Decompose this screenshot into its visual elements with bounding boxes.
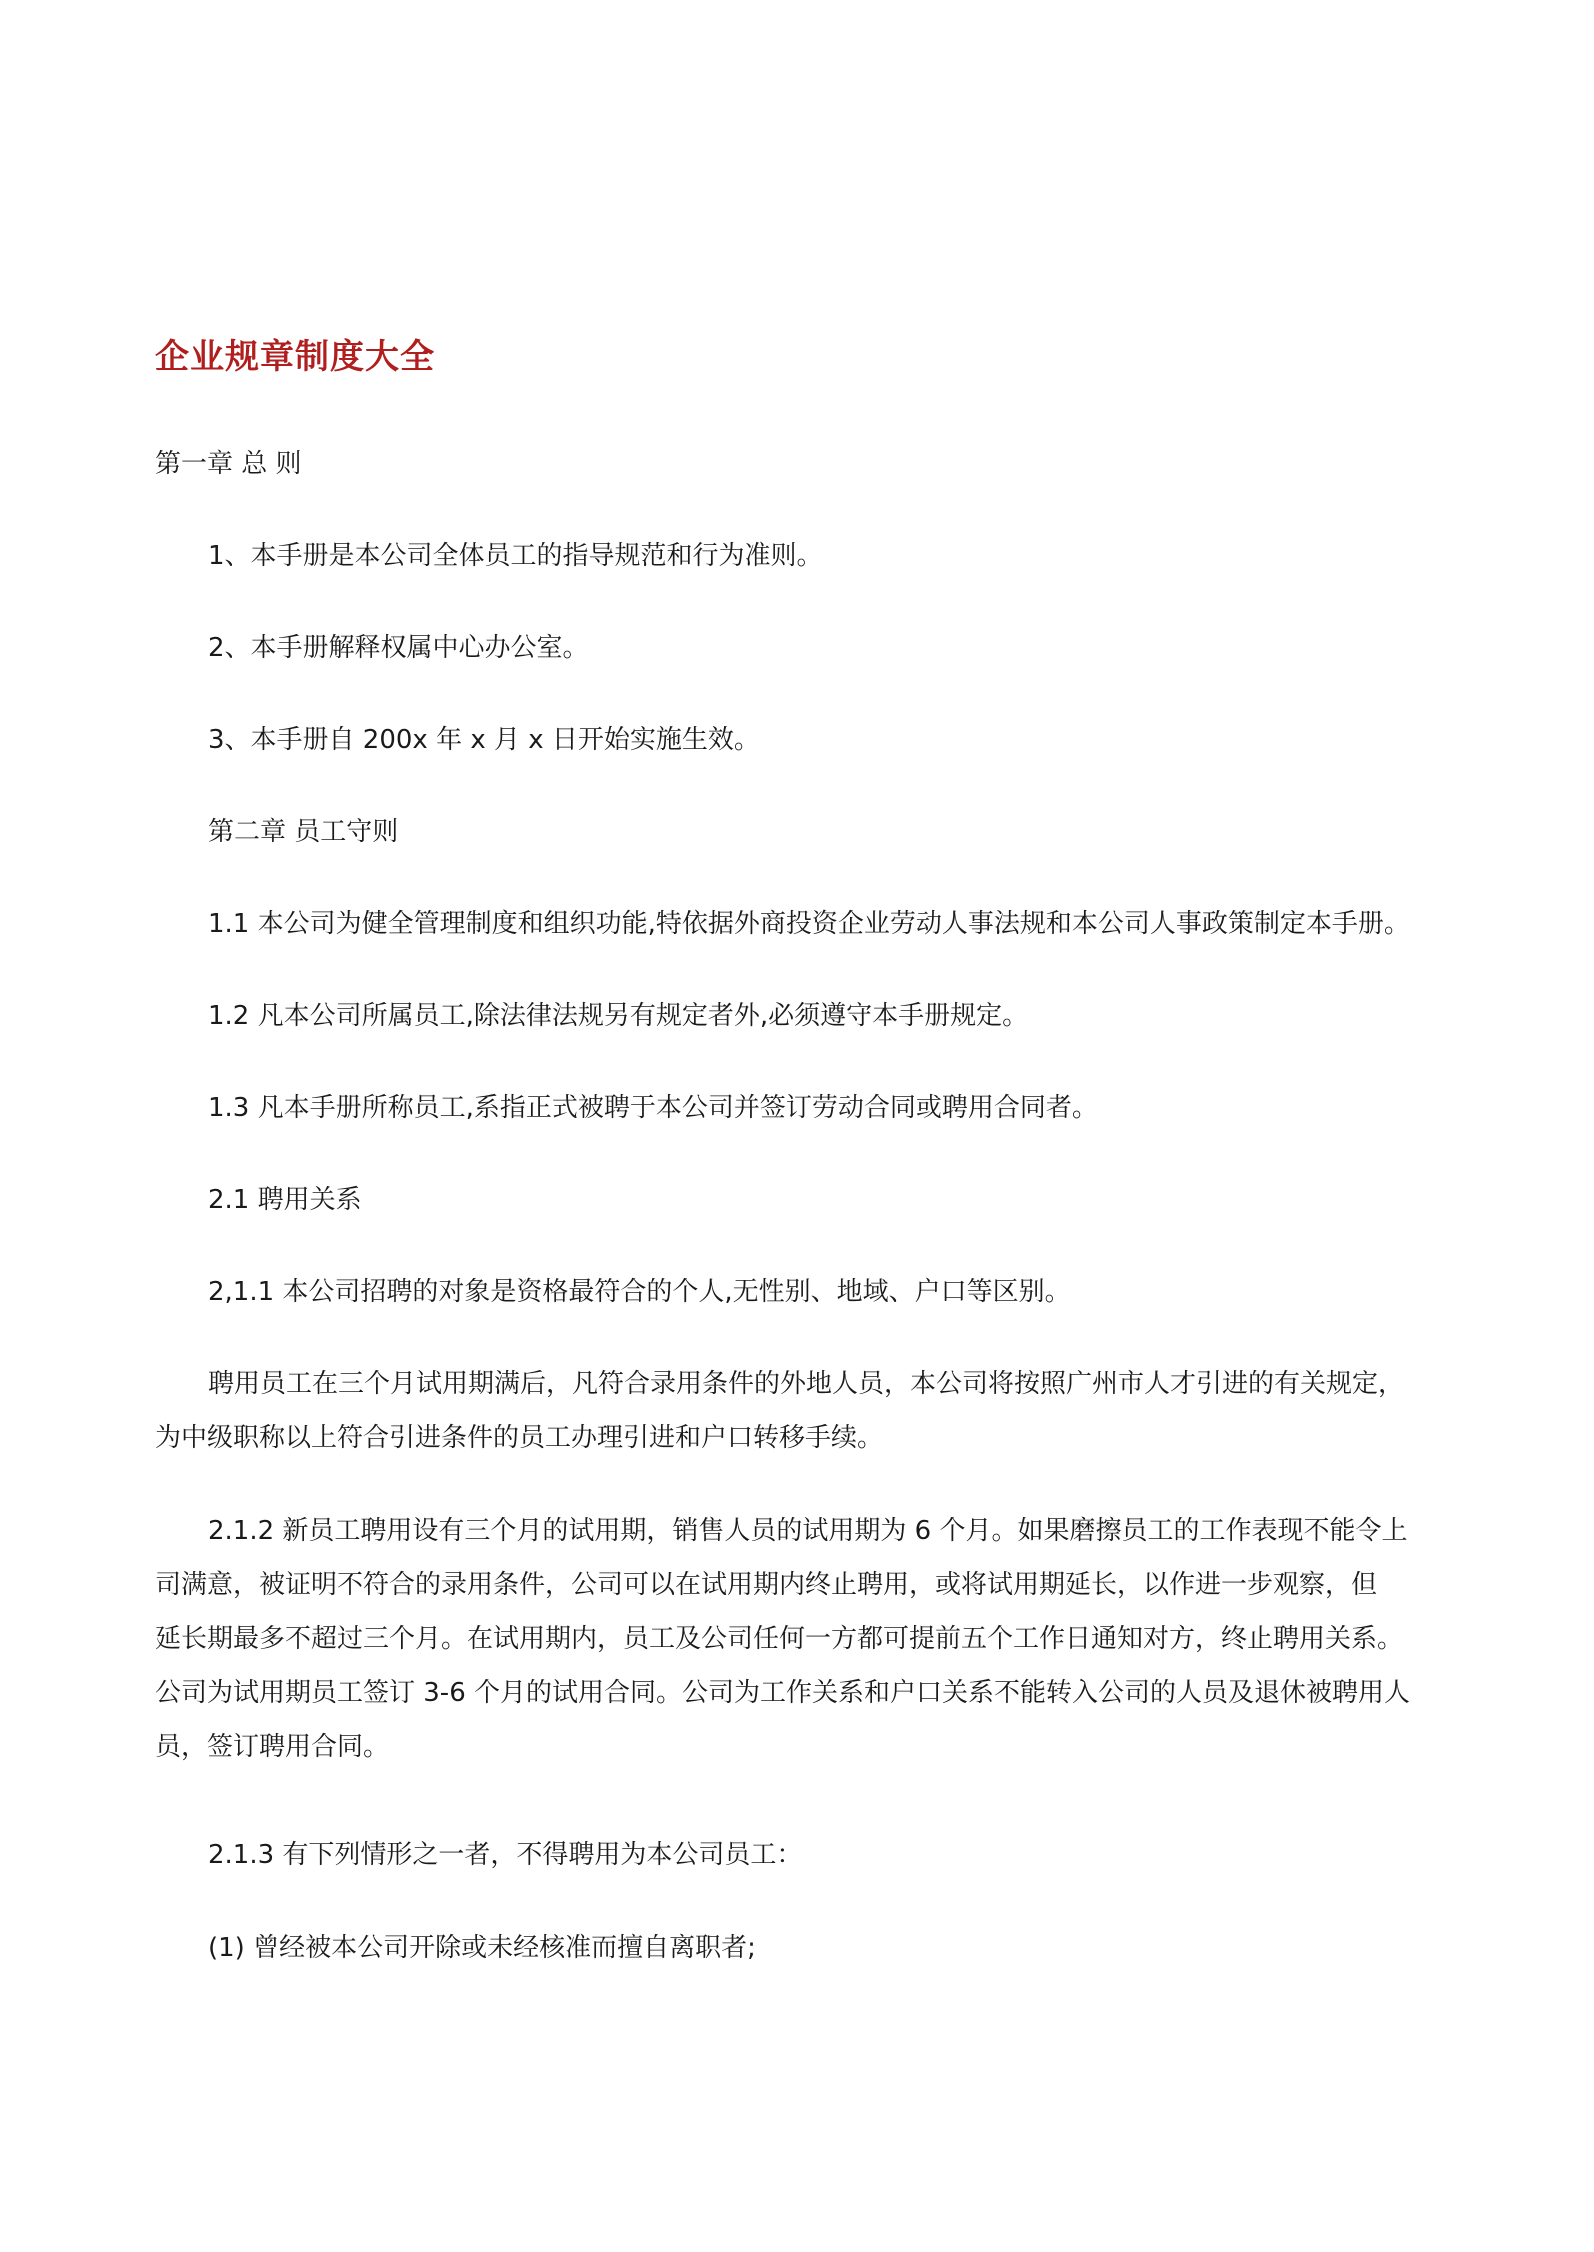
condition-item-1: (1) 曾经被本公司开除或未经核准而擅自离职者; (208, 1933, 756, 1963)
clause-2-1-3: 2.1.3 有下列情形之一者，不得聘用为本公司员工： (208, 1840, 803, 1870)
document-title: 企业规章制度大全 (155, 337, 435, 377)
hiring-paragraph-line: 聘用员工在三个月试用期满后，凡符合录用条件的外地人员，本公司将按照广州市人才引进的有关规定， (208, 1369, 1405, 1399)
chapter-1-heading: 第一章 总 则 (155, 449, 302, 479)
clause-2: 2、本手册解释权属中心办公室。 (208, 633, 589, 663)
clause-1: 1、本手册是本公司全体员工的指导规范和行为准则。 (208, 541, 823, 571)
clause-1-1: 1.1 本公司为健全管理制度和组织功能,特依据外商投资企业劳动人事法规和本公司人事政策制定本手册。 (208, 909, 1410, 939)
clause-1-2: 1.2 凡本公司所属员工,除法律法规另有规定者外,必须遵守本手册规定。 (208, 1001, 1029, 1031)
hiring-paragraph (155, 1357, 1445, 1465)
chapter-2-heading: 第二章 员工守则 (208, 817, 399, 847)
probation-paragraph-line: 员，签订聘用合同。 (155, 1732, 390, 1762)
probation-paragraph-line: 延长期最多不超过三个月。在试用期内，员工及公司任何一方都可提前五个工作日通知对方，终止聘用关系。 (155, 1624, 1404, 1654)
probation-paragraph-line: 2.1.2 新员工聘用设有三个月的试用期，销售人员的试用期为 6 个月。如果磨擦员工的工作表现不能令上 (208, 1516, 1408, 1546)
clause-3: 3、本手册自 200x 年 x 月 x 日开始实施生效。 (208, 725, 760, 755)
clause-2-1-1: 2,1.1 本公司招聘的对象是资格最符合的个人,无性别、地域、户口等区别。 (208, 1277, 1071, 1307)
section-2-1-heading: 2.1 聘用关系 (208, 1185, 362, 1215)
probation-paragraph (155, 1504, 1445, 1774)
probation-paragraph-line: 司满意，被证明不符合的录用条件，公司可以在试用期内终止聘用，或将试用期延长，以作进一步观察，但 (155, 1570, 1378, 1600)
clause-1-3: 1.3 凡本手册所称员工,系指正式被聘于本公司并签订劳动合同或聘用合同者。 (208, 1093, 1098, 1123)
hiring-paragraph-line: 为中级职称以上符合引进条件的员工办理引进和户口转移手续。 (155, 1423, 884, 1453)
probation-paragraph-line: 公司为试用期员工签订 3-6 个月的试用合同。公司为工作关系和户口关系不能转入公司的人员及退休被聘用人 (155, 1678, 1410, 1708)
